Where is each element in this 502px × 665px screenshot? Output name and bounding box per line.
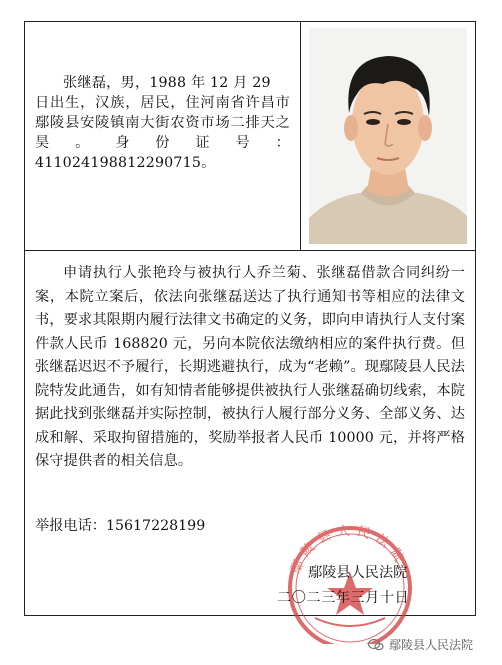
- person-photo: [309, 28, 467, 244]
- court-seal: [277, 520, 423, 644]
- watermark-text: 鄢陵县人民法院: [389, 638, 474, 652]
- watermark: [368, 636, 473, 653]
- bio-rest: 日出生，汉族，居民，住河南省许昌市鄢陵县安陵镇南大街农资市场二排天之昊。身份证号：411024198812290715。: [35, 95, 290, 171]
- info-row: [25, 22, 475, 251]
- seal-text: 鄢陵县人民法院: [287, 523, 410, 577]
- court-name: 鄢陵县人民法院: [308, 565, 408, 581]
- person-bio: [35, 73, 290, 173]
- photo-cell: [300, 22, 476, 250]
- notice-paragraph: 申请执行人张艳玲与被执行人乔兰菊、张继磊借款合同纠纷一案，本院立案后，依法向张继磊送达了执行通知书等相应的法律文书，要求其限期内履行法律文书确定的义务，即向申请执行人支付案件款人民币 168820 元，另向本院依法缴纳相应的案件执行费。但张继磊迟迟不予履行，长期逃避执行，成为“老赖”。现鄢陵县人民法院特发此通告，如有知情者能够提供被执行人张继磊确切线索，本院据此找到张继磊并实际控制，被执行人履行部分义务、全部义务、达成和解、采取拘留措施的，奖励举报者人民币 10000 元，并将严格保守提供者的相关信息。: [35, 265, 465, 469]
- tip-phone: 举报电话：15617228199: [35, 518, 206, 534]
- notice-body: [35, 262, 465, 474]
- bio-line-1: 张继磊，男，1988 年 12 月 29: [63, 75, 271, 91]
- notice-date: 二〇二三年三月十日: [277, 590, 410, 606]
- wechat-icon: [368, 639, 384, 651]
- notice-frame: [24, 21, 476, 616]
